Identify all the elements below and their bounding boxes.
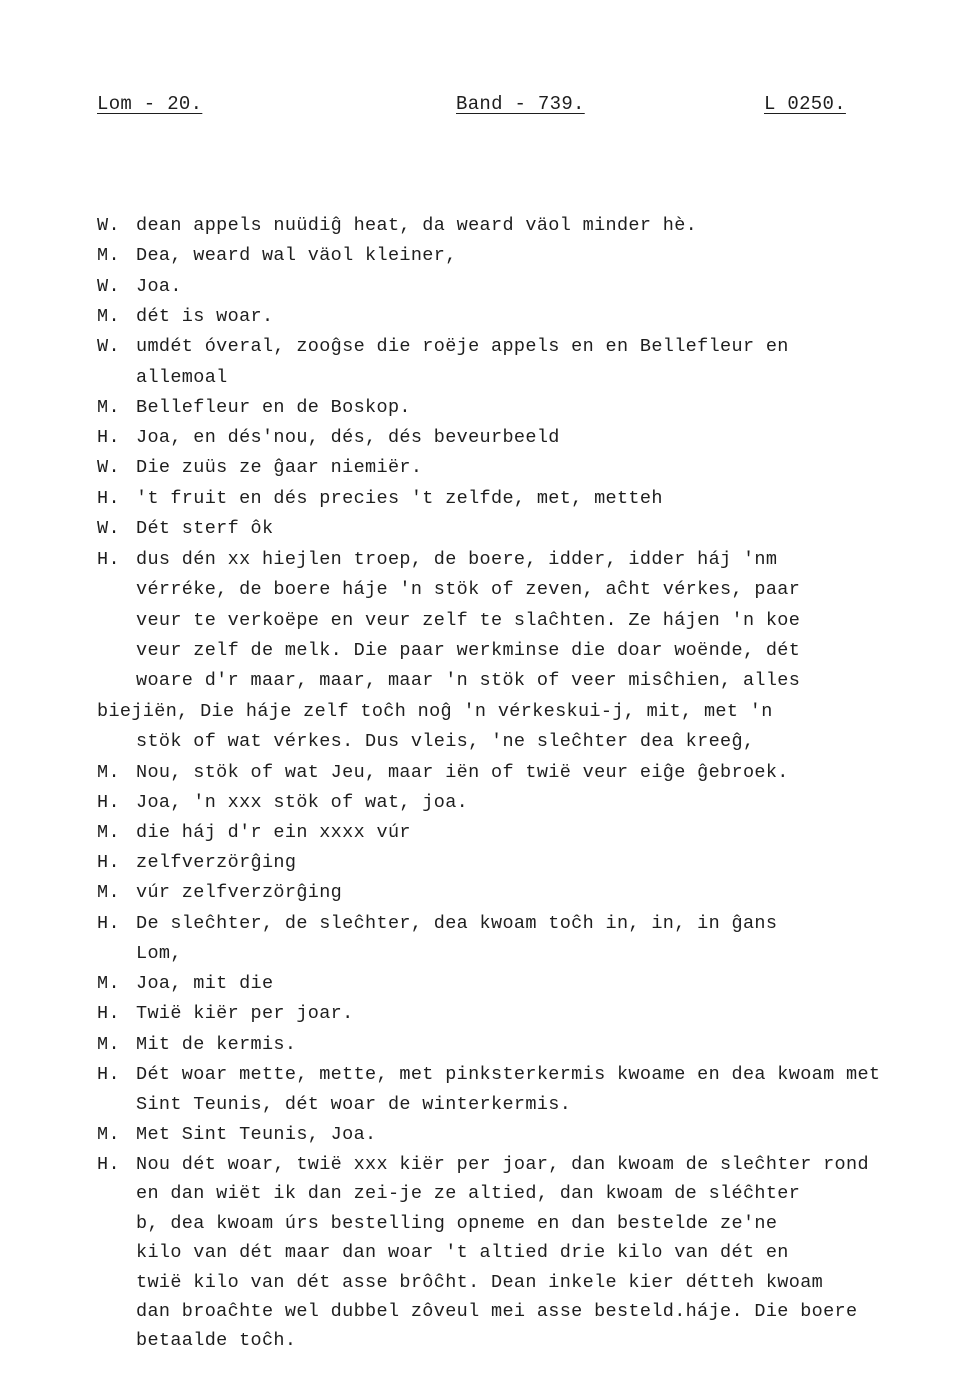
header-code: L 0250.: [764, 93, 846, 115]
utterance-text: Dét sterf ôk: [136, 518, 274, 539]
transcript-line: [0, 1150, 973, 1180]
utterance-text: Nou dét woar, twië xxx kiër per joar, dan kwoam de sleĉhter rond: [136, 1154, 869, 1175]
speaker-label: W.: [97, 276, 120, 297]
speaker-label: M.: [97, 822, 120, 843]
transcript-line: [0, 969, 973, 999]
utterance-text: allemoal: [136, 367, 228, 388]
utterance-text: dus dén xx hiejlen troep, de boere, idder, idder háj 'nm: [136, 549, 778, 570]
transcript-line: [0, 545, 973, 575]
transcript-line: [0, 302, 973, 332]
speaker-label: H.: [97, 792, 120, 813]
transcript-line: [0, 758, 973, 788]
utterance-text: vúr zelfverzörĝing: [136, 882, 343, 903]
transcript-line: [0, 1120, 973, 1150]
transcript-line: [0, 1030, 973, 1060]
speaker-label: H.: [97, 427, 120, 448]
header-location: Lom - 20.: [97, 93, 203, 115]
transcript-line: [0, 666, 973, 696]
speaker-label: M.: [97, 1034, 120, 1055]
transcript-line: [0, 1268, 973, 1298]
utterance-text: stök of wat vérkes. Dus vleis, 'ne sleĉhter dea kreeĝ,: [136, 731, 755, 752]
utterance-text: dan broaĉhte wel dubbel zôveul mei asse besteld.háje. Die boere: [136, 1301, 858, 1322]
utterance-text: Joa, 'n xxx stök of wat, joa.: [136, 792, 469, 813]
transcript-line: [0, 1238, 973, 1268]
transcript-line: [0, 484, 973, 514]
utterance-text: Joa.: [136, 276, 182, 297]
utterance-text: en dan wiët ik dan zei-je ze altied, dan kwoam de sléĉhter: [136, 1183, 801, 1204]
speaker-label: W.: [97, 215, 120, 236]
utterance-text: Joa, mit die: [136, 973, 274, 994]
transcript-line: [0, 697, 973, 727]
transcript-line: [0, 848, 973, 878]
utterance-text: Joa, en dés'nou, dés, dés beveurbeeld: [136, 427, 560, 448]
transcript-line: [0, 1209, 973, 1239]
utterance-text: Twië kiër per joar.: [136, 1003, 354, 1024]
transcript-line: [0, 241, 973, 271]
utterance-text: b, dea kwoam úrs bestelling opneme en dan bestelde ze'ne: [136, 1213, 778, 1234]
speaker-label: H.: [97, 1154, 120, 1175]
transcript-line: [0, 999, 973, 1029]
speaker-label: W.: [97, 518, 120, 539]
speaker-label: H.: [97, 1003, 120, 1024]
utterance-text: biejiën, Die háje zelf toĉh noĝ 'n vérkeskui-j, mit, met 'n: [97, 701, 773, 722]
utterance-text: Nou, stök of wat Jeu, maar iën of twië veur eiĝe ĝebroek.: [136, 762, 789, 783]
transcript-line: [0, 636, 973, 666]
utterance-text: Die zuüs ze ĝaar niemiër.: [136, 457, 423, 478]
transcript-line: [0, 332, 973, 362]
utterance-text: Sint Teunis, dét woar de winterkermis.: [136, 1094, 572, 1115]
utterance-text: vérréke, de boere háje 'n stök of zeven, aĉht vérkes, paar: [136, 579, 801, 600]
utterance-text: die háj d'r ein xxxx vúr: [136, 822, 411, 843]
transcript-line: [0, 818, 973, 848]
transcript-line: [0, 939, 973, 969]
utterance-text: dean appels nuüdiĝ heat, da weard väol minder hè.: [136, 215, 698, 236]
utterance-text: umdét óveral, zooĝse die roëje appels en en Bellefleur en: [136, 336, 789, 357]
utterance-text: Mit de kermis.: [136, 1034, 297, 1055]
utterance-text: De sleĉhter, de sleĉhter, dea kwoam toĉh in, in, in ĝans: [136, 913, 778, 934]
transcript-line: [0, 514, 973, 544]
utterance-text: Met Sint Teunis, Joa.: [136, 1124, 377, 1145]
utterance-text: Lom,: [136, 943, 182, 964]
transcript-line: [0, 1326, 973, 1356]
speaker-label: H.: [97, 1064, 120, 1085]
transcript-line: [0, 1179, 973, 1209]
speaker-label: M.: [97, 245, 120, 266]
utterance-text: kilo van dét maar dan woar 't altied drie kilo van dét en: [136, 1242, 789, 1263]
transcript-line: [0, 393, 973, 423]
transcript-line: [0, 1297, 973, 1327]
transcript-line: [0, 211, 973, 241]
speaker-label: M.: [97, 882, 120, 903]
transcript-line: [0, 363, 973, 393]
utterance-text: dét is woar.: [136, 306, 274, 327]
speaker-label: M.: [97, 306, 120, 327]
speaker-label: H.: [97, 913, 120, 934]
speaker-label: H.: [97, 549, 120, 570]
utterance-text: veur te verkoëpe en veur zelf te slaĉhten. Ze hájen 'n koe: [136, 610, 801, 631]
speaker-label: M.: [97, 1124, 120, 1145]
speaker-label: W.: [97, 336, 120, 357]
header-tape: Band - 739.: [456, 93, 585, 115]
transcript-line: [0, 272, 973, 302]
transcript-line: [0, 909, 973, 939]
speaker-label: W.: [97, 457, 120, 478]
speaker-label: H.: [97, 488, 120, 509]
transcript-line: [0, 878, 973, 908]
utterance-text: zelfverzörĝing: [136, 852, 297, 873]
transcript-line: [0, 1060, 973, 1090]
utterance-text: 't fruit en dés precies 't zelfde, met, metteh: [136, 488, 663, 509]
transcript-line: [0, 788, 973, 818]
transcript-line: [0, 606, 973, 636]
utterance-text: Bellefleur en de Boskop.: [136, 397, 411, 418]
transcript-line: [0, 1090, 973, 1120]
speaker-label: H.: [97, 852, 120, 873]
utterance-text: woare d'r maar, maar, maar 'n stök of veer misĉhien, alles: [136, 670, 801, 691]
utterance-text: betaalde toĉh.: [136, 1330, 297, 1351]
transcript-line: [0, 575, 973, 605]
utterance-text: Dét woar mette, mette, met pinksterkermis kwoame en dea kwoam met: [136, 1064, 881, 1085]
transcript-line: [0, 423, 973, 453]
utterance-text: twië kilo van dét asse brôĉht. Dean inkele kier détteh kwoam: [136, 1272, 824, 1293]
transcript-line: [0, 727, 973, 757]
transcript-line: [0, 453, 973, 483]
utterance-text: Dea, weard wal väol kleiner,: [136, 245, 457, 266]
utterance-text: veur zelf de melk. Die paar werkminse die doar woënde, dét: [136, 640, 801, 661]
speaker-label: M.: [97, 762, 120, 783]
speaker-label: M.: [97, 973, 120, 994]
speaker-label: M.: [97, 397, 120, 418]
